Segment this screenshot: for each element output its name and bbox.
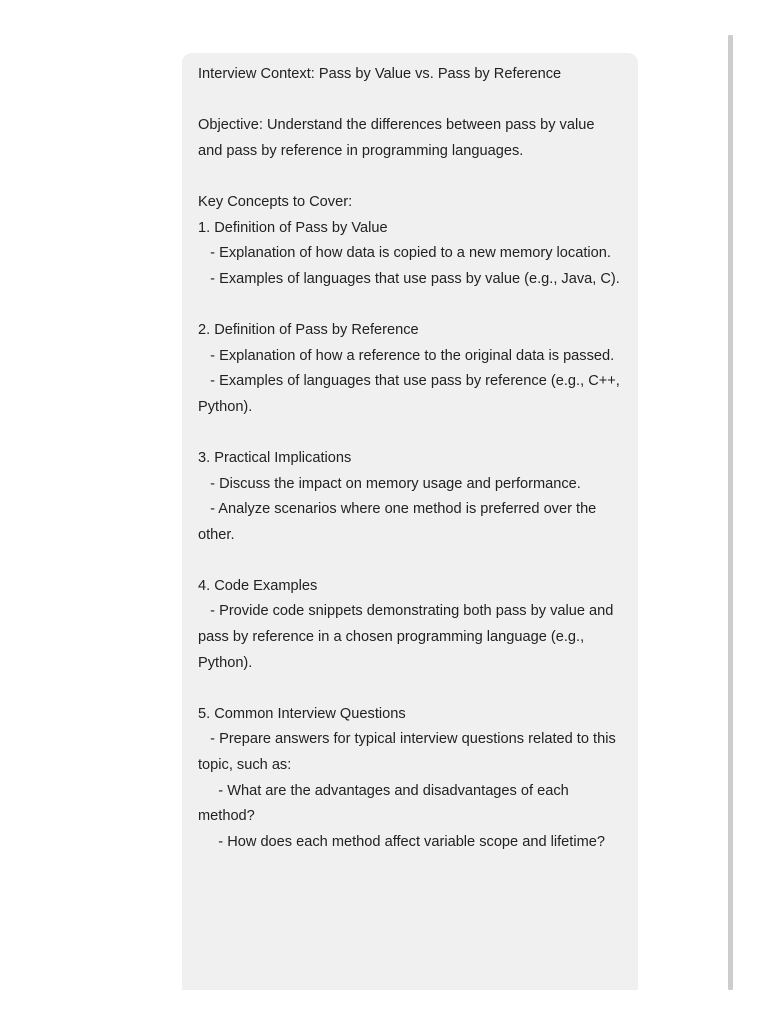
scrollbar-thumb[interactable] — [728, 35, 733, 990]
message-text: Interview Context: Pass by Value vs. Pass by Reference Objective: Understand the differences between pass by value and pass by reference in programming languages. Key Concepts to Cover: 1. Definition of Pass by Value - Explanation of how data is copied to a new memory location. - Examples of languages that use pass by value (e.g., Java, C). 2. Definition of Pass by Reference - Explanation of how a reference to the original data is passed. - Examples of languages that use pass by reference (e.g., C++, Python). 3. Practical Implications - Discuss the impact on memory usage and performance. - Analyze scenarios where one method is preferred over the other. 4. Code Examples - Provide code snippets demonstrating both pass by value and pass by reference in a chosen programming language (e.g., Python). 5. Common Interview Questions - Prepare answers for typical interview questions related to this topic, such as: - What are the advantages and disadvantages of each method? - How does each method affect variable scope and lifetime? — [198, 66, 620, 850]
scrollbar[interactable] — [728, 35, 733, 990]
message-bubble — [182, 53, 638, 990]
